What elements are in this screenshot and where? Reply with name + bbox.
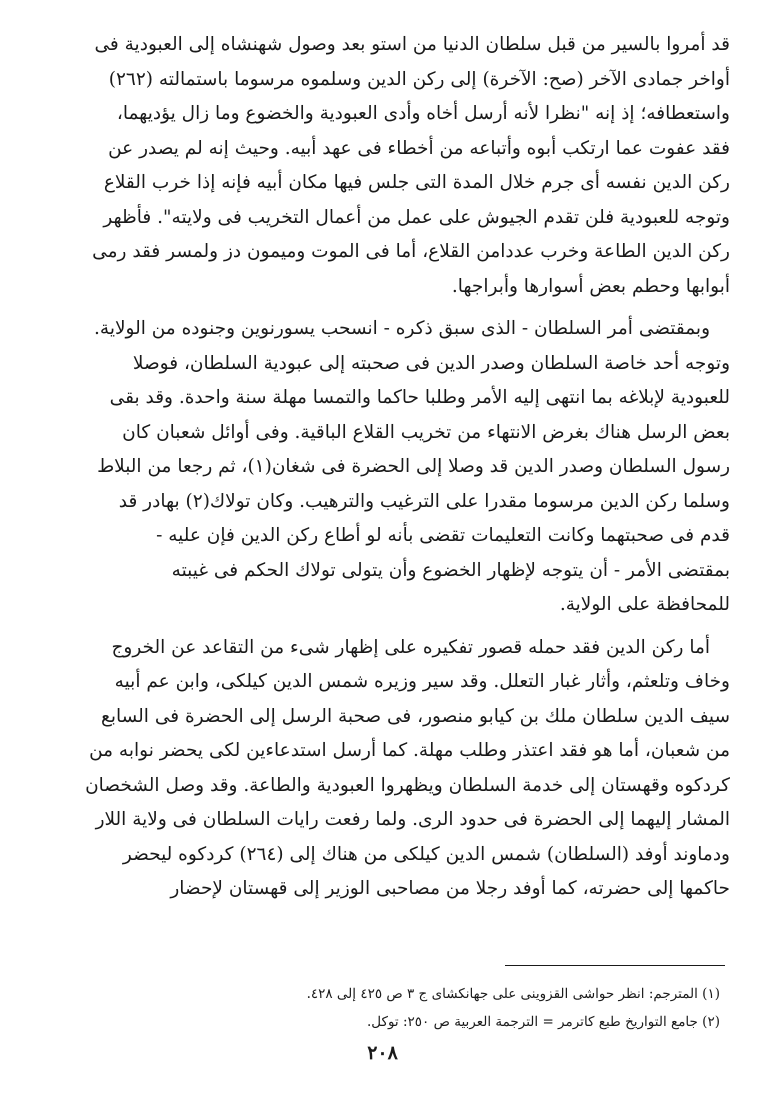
- paragraph-2: [40, 312, 730, 623]
- text-line: للمحافظة على الولاية.: [559, 594, 730, 615]
- text-line: المشار إليهما إلى الحضرة فى حدود الرى. ولما رفعت رايات السلطان فى ولاية اللار: [95, 809, 730, 830]
- text-line: وتوجه للعبودية فلن تقدم الجيوش على عمل من أعمال التخريب فى ولايته". فأظهر: [103, 206, 730, 228]
- footnote-divider: [505, 965, 725, 966]
- paragraph-1: [40, 28, 730, 304]
- text-line: أبوابها وحطم بعض أسوارها وأبراجها.: [451, 275, 730, 297]
- text-line: وسلما ركن الدين مرسوما مقدرا على الترغيب والترهيب. وكان تولاك(٢) بهادر قد: [118, 490, 730, 512]
- text-line: رسول السلطان وصدر الدين قد وصلا إلى الحضرة فى شغان(١)، ثم رجعا من البلاط: [97, 456, 730, 477]
- text-line: وخاف وتلعثم، وأثار غبار التعلل. وقد سير وزيره شمس الدين كيلكى، وابن عم أبيه: [114, 671, 730, 692]
- text-line: واستعطافه؛ إذ إنه "نظرا لأنه أرسل أخاه وأدى العبودية والخضوع وما زال يؤديهما،: [116, 103, 730, 124]
- text-line: للعبودية لإبلاغه بما انتهى إليه الأمر وطلبا حاكما والتمسا مهلة سنة واحدة. وقد بقى: [109, 387, 730, 408]
- text-line: ركن الدين الطاعة وخرب عددامن القلاع، أما فى الموت وميمون دز ولمسر فقد رمى: [92, 241, 730, 262]
- text-line: أواخر جمادى الآخر (صح: الآخرة) إلى ركن الدين وسلموه مرسوما باستمالته (٢٦٢): [108, 68, 730, 90]
- footnote-2: (٢) جامع التواريخ طبع كاترمر = الترجمة العربية ص ٢٥٠: توكل.: [367, 1014, 720, 1030]
- footnotes: [40, 980, 730, 1036]
- text-line: كردكوه وقهستان إلى خدمة السلطان ويظهروا العبودية والطاعة. وقد وصل الشخصان: [85, 774, 730, 796]
- text-line: ركن الدين نفسه أى جرم خلال المدة التى جلس فيها مكان أبيه فإنه إذا خرب القلاع: [103, 172, 730, 193]
- text-line: وتوجه أحد خاصة السلطان وصدر الدين فى صحبته إلى عبودية السلطان، فوصلا: [132, 352, 730, 374]
- text-line: قد أمروا بالسير من قبل سلطان الدنيا من استو بعد وصول شهنشاه إلى العبودية فى: [94, 34, 730, 55]
- text-line: بمقتضى الأمر - أن يتوجه لإظهار الخضوع وأن يتولى تولاك الحكم فى غيبته: [171, 559, 730, 581]
- text-line: بعض الرسل هناك بغرض الانتهاء من تخريب القلاع الباقية. وفى أوائل شعبان كان: [122, 421, 730, 443]
- text-line: فقد عفوت عما ارتكب أبوه وأتباعه من أخطاء فى عهد أبيه. وحيث إنه لم يصدر عن: [108, 137, 730, 159]
- text-line: قدم فى صحبتهما وكانت التعليمات تقضى بأنه لو أطاع ركن الدين فإن عليه -: [156, 525, 730, 546]
- paragraph-3: [40, 631, 730, 907]
- text-line: أما ركن الدين فقد حمله قصور تفكيره على إظهار شىء من التقاعد عن الخروج: [111, 636, 710, 658]
- text-line: وبمقتضى أمر السلطان - الذى سبق ذكره - انسحب يسورنوين وجنوده من الولاية.: [94, 318, 710, 339]
- footnote-1: (١) المترجم: انظر حواشى القزوينى على جهانكشاى ج ٣ ص ٤٢٥ إلى ٤٢٨.: [306, 986, 720, 1002]
- text-line: سيف الدين سلطان ملك بن كيابو منصور، فى صحبة الرسل إلى الحضرة فى السابع: [101, 705, 730, 727]
- text-line: من شعبان، أما هو فقد اعتذر وطلب مهلة. كما أرسل استدعاءين لكى يحضر نوابه من: [89, 740, 730, 761]
- text-line: حاكمها إلى حضرته، كما أوفد رجلا من مصاحبى الوزير إلى قهستان لإحضار: [170, 878, 730, 899]
- page-number: ٢٠٨: [367, 1042, 398, 1064]
- main-text: [40, 28, 730, 909]
- text-line: ودماوند أوفد (السلطان) شمس الدين كيلكى من هناك إلى (٢٦٤) كردكوه ليحضر: [122, 843, 730, 865]
